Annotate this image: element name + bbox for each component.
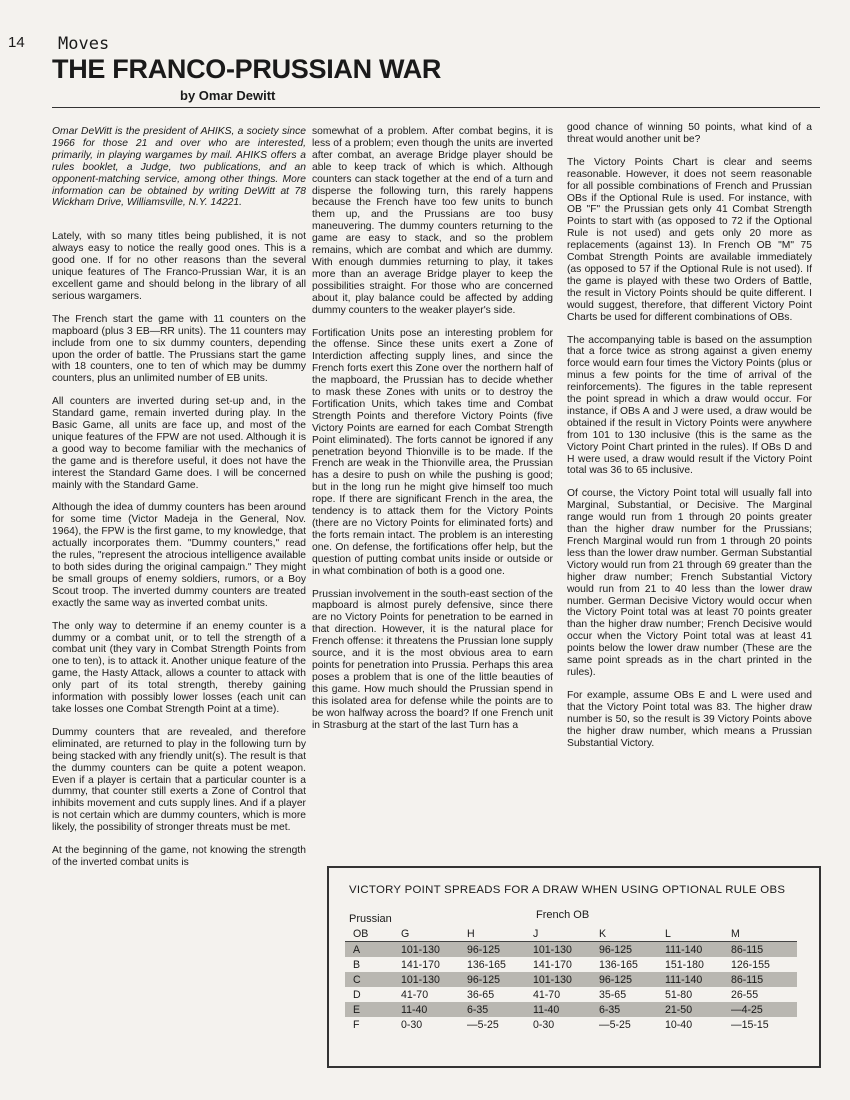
table-cell: 111-140 <box>665 942 731 958</box>
table-cell: 11-40 <box>533 1002 599 1017</box>
table-row <box>345 987 797 1002</box>
paragraph: For example, assume OBs E and L were used and that the Victory Point total was 83. The higher draw number is 50, so the result is 39 Victory Points above the higher draw number, which means a Prussian Substantial Victory. <box>567 689 812 749</box>
paragraph: good chance of winning 50 points, what kind of a threat would another unit be? <box>567 122 812 145</box>
table-row-header-ob: OB <box>345 926 401 942</box>
table-row <box>345 942 797 958</box>
paragraph: Fortification Units pose an interesting problem for the offense. Since these units exert a Zone of Interdiction affecting supply lines, and since the French forts exert this Zone over the northern half of the mapboard, the Prussian has to decide whether to mask these Zones with units or to destroy the Fortification Units, which takes time and Combat Strength Points and therefore Victory Points (five Victory Points are earned for each Combat Strength Point eliminated). The forts cannot be ignored if any penetration beyond Thionville is to be made. If the French are weak in the Thionville area, the Prussian has a desire to push on while the pushing is good; but in the long run he might give himself too much rope. If there are significant French in the area, the tendency is to attack them for the Victory Points (there are no Victory Points for eliminated forts) and the forts remain intact. The problem is an interesting one. On defense, the fortifications offer help, but the question of putting combat units inside or outside or in what combination of both is a good one. <box>312 327 553 577</box>
table-row-label: A <box>345 942 401 958</box>
paragraph: The only way to determine if an enemy counter is a dummy or a combat unit, or to tell the strength of a combat unit (they vary in Combat Strength Points from one to ten), is to attack it. Another unique feature of the game, the Hasty Attack, allows a counter to attack with only part of its total strength, thereby gaining information with possibly lower losses (each unit can take losses one Combat Strength Point at a time). <box>52 620 306 715</box>
table-cell: 101-130 <box>401 972 467 987</box>
table-header-row <box>345 926 797 942</box>
table-cell: 141-170 <box>401 959 440 971</box>
byline: by Omar Dewitt <box>180 88 276 103</box>
victory-point-table <box>345 926 797 1032</box>
paragraph: Prussian involvement in the south-east section of the mapboard is almost purely defensive, since there are no Victory Points for penetration to be earned in that direction. However, it is the natural place for French offense: it threatens the Prussian lone supply source, and it is the most obvious area to earn points for penetration into Prussia. Perhaps this area poses a problem that is one of the little beauties of this game. How much should the Prussian spend in this isolated area for defense while the points are to be won halfway across the board? If one French unit in Strasburg at the start of the last Turn has a <box>312 588 553 731</box>
table-cell: 10-40 <box>665 1019 693 1031</box>
paragraph: The accompanying table is based on the assumption that a force twice as strong against a given enemy force would earn four times the Victory Points (plus or minus a few points for the time of arrival of the reinforcements). The figures in the table represent the point spread in which a draw would occur. For instance, if OBs A and J were used, a draw would be obtained if the result in Victory Points were anywhere from 101 to 130 inclusive (this is the same as the Victory Point Chart printed in the rules). If OBs D and H were used, a draw would result if the Victory Point total was 36 to 65 inclusive. <box>567 334 812 477</box>
victory-point-table-box <box>327 866 821 1068</box>
column-3 <box>567 122 812 760</box>
table-row-label: D <box>353 989 361 1001</box>
paragraph: The French start the game with 11 counters on the mapboard (plus 3 EB—RR units). The 11 counters may include from one to six dummy counters, depending upon the order of battle. The Prussians start the game with 18 counters, one to ten of which may be dummy counters, plus an unlimited number of EB units. <box>52 313 306 385</box>
paragraph: Of course, the Victory Point total will usually fall into Marginal, Substantial, or Decisive. The Marginal range would run from 1 through 20 points greater than the higher draw number for the Prussians; French Marginal would run from 1 through 20 points less than the lower draw number. German Substantial Victory would run from 21 through 69 greater than the higher draw number; French Substantial Victory would run from 21 to 40 less than the lower draw number. German Decisive Victory would occur when the Victory Point total was at least 70 points greater than the higher draw number; French Decisive would occur when the Victory Point total was at least 41 points below the lower draw number (These are the same point spreads as in the chart printed in the rules). <box>567 488 812 678</box>
paragraph: All counters are inverted during set-up and, in the Standard game, remain inverted during play. In the Basic Game, all units are face up, and most of the unique features of the FPW are not used. Although it is a good way to become familiar with the mechanics of the game and is therefore useful, it does not have the interest the Standard Game does. I will be concerned mainly with the Standard Game. <box>52 396 306 491</box>
paragraph: At the beginning of the game, not knowing the strength of the inverted combat units is <box>52 845 306 868</box>
paragraph: Lately, with so many titles being published, it is not always easy to notice the really good ones. This is a good one. If for no other reasons than the several unique features of The Franco-Prussian War, it is an excellent game and should belong in the library of all serious wargamers. <box>52 231 306 302</box>
magazine-name: Moves <box>58 34 110 54</box>
table-cell: —15-15 <box>731 1019 769 1031</box>
table-row-label: E <box>345 1002 401 1017</box>
table-column-header: H <box>467 926 533 942</box>
table-cell: 0-30 <box>401 1019 423 1031</box>
table-cell: 6-35 <box>467 1002 533 1017</box>
table-column-group-label: French OB <box>536 909 590 921</box>
table-cell: 86-115 <box>731 972 797 987</box>
table-row <box>345 1017 797 1032</box>
table-cell: 35-65 <box>599 989 627 1001</box>
paragraph: somewhat of a problem. After combat begins, it is less of a problem; even though the units are inverted after combat, an average Bridge player should be able to keep track of which is which. Although counters can stack together at the end of a turn and disperse the following turn, this rarely happens because the French have too few units to bunch them up, and the Prussians are too busy maneuvering. The dummy counters returning to the game are easy to stack, and so the problem remains, which are combat and which are dummy. With enough dummies returning to play, it takes more than an average Bridge player to keep the possibilities straight. For those who are concerned about it, play balance could be affected by adding dummy counters to the weaker player's side. <box>312 126 553 316</box>
table-row-label: C <box>345 972 401 987</box>
table-cell: 96-125 <box>467 942 533 958</box>
table-column-header: G <box>401 926 467 942</box>
table-cell: 11-40 <box>401 1002 467 1017</box>
table-cell: 151-180 <box>665 959 704 971</box>
table-cell: 86-115 <box>731 942 797 958</box>
paragraph: The Victory Points Chart is clear and seems reasonable. However, it does not seem reasonable for all possible combinations of French and Prussian OBs if the Optional Rule is used. For instance, with OB "F" the Prussian gets only 41 Combat Strength Points to start with (as opposed to 72 if the Optional Rule is not used) and gets only 20 more as replacements (against 13). In French OB "M" 75 Combat Strength Points are available immediately (as opposed to 57 if the Optional Rule is not used). If the game is played with these two Orders of Battle, the result in Victory Points should be quite different. I would suggest, therefore, that different Victory Point Charts be used for different combinations of OBs. <box>567 156 812 323</box>
table-cell: 136-165 <box>599 959 638 971</box>
page-number: 14 <box>8 34 25 51</box>
table-cell: —5-25 <box>599 1019 631 1031</box>
table-cell: 96-125 <box>599 942 665 958</box>
table-cell: 141-170 <box>533 959 572 971</box>
table-row-label: F <box>353 1019 360 1031</box>
table-cell: 96-125 <box>599 972 665 987</box>
article-title: THE FRANCO-PRUSSIAN WAR <box>52 54 442 84</box>
header-divider <box>52 107 820 108</box>
table-cell: 96-125 <box>467 972 533 987</box>
paragraph: Although the idea of dummy counters has been around for some time (Victor Madeja in the General, Nov. 1964), the FPW is the first game, to my knowledge, that actually incorporates them. "Dummy counters," read the rules, "represent the atrocious intelligence available to both sides during the original campaign." They might be small groups of enemy soldiers, rumors, or a Boy Scout troop. The inverted dummy counters are treated exactly the same way as inverted combat units. <box>52 502 306 609</box>
table-cell: 41-70 <box>401 989 429 1001</box>
table-cell: 21-50 <box>665 1002 731 1017</box>
table-row-header-label: Prussian <box>349 913 392 925</box>
table-cell: 101-130 <box>533 972 599 987</box>
table-row <box>345 957 797 972</box>
table-row-label: B <box>353 959 361 971</box>
paragraph: Dummy counters that are revealed, and therefore eliminated, are returned to play in the following turn by being stacked with any friendly unit(s). The result is that the dummy counters can be quite a potent weapon. Even if a player is certain that a particular counter is a dummy, that counter still exerts a Zone of Control that inhibits movement and cuts supply lines. And if a player is not certain which are dummy counters, which is more likely, the possibility of stronger threats must be met. <box>52 726 306 834</box>
table-cell: 136-165 <box>467 959 506 971</box>
column-2 <box>312 126 553 742</box>
table-cell: 0-30 <box>533 1019 555 1031</box>
table-column-header: M <box>731 926 797 942</box>
column-1 <box>52 126 306 880</box>
table-cell: 41-70 <box>533 989 561 1001</box>
table-column-header: K <box>599 926 665 942</box>
table-cell: 51-80 <box>665 989 693 1001</box>
table-cell: 101-130 <box>533 942 599 958</box>
table-cell: 26-55 <box>731 989 759 1001</box>
table-cell: 36-65 <box>467 989 495 1001</box>
table-column-header: L <box>665 926 731 942</box>
table-cell: 6-35 <box>599 1002 665 1017</box>
author-intro: Omar DeWitt is the president of AHIKS, a society since 1966 for those 21 and over who are interested, primarily, in playing wargames by mail. AHIKS offers a rules booklet, a Judge, two publications, and an opponent-matching service, among other things. More information can be obtained by writing DeWitt at 78 Wickham Drive, Williamsville, N.Y. 14221. <box>52 126 306 209</box>
table-row <box>345 1002 797 1017</box>
table-row <box>345 972 797 987</box>
table-cell: 111-140 <box>665 972 731 987</box>
table-cell: 101-130 <box>401 942 467 958</box>
table-title: VICTORY POINT SPREADS FOR A DRAW WHEN USING OPTIONAL RULE OBS <box>349 884 786 896</box>
table-column-header: J <box>533 926 599 942</box>
table-cell: 126-155 <box>731 959 770 971</box>
table-cell: —5-25 <box>467 1019 499 1031</box>
table-cell: —4-25 <box>731 1002 797 1017</box>
